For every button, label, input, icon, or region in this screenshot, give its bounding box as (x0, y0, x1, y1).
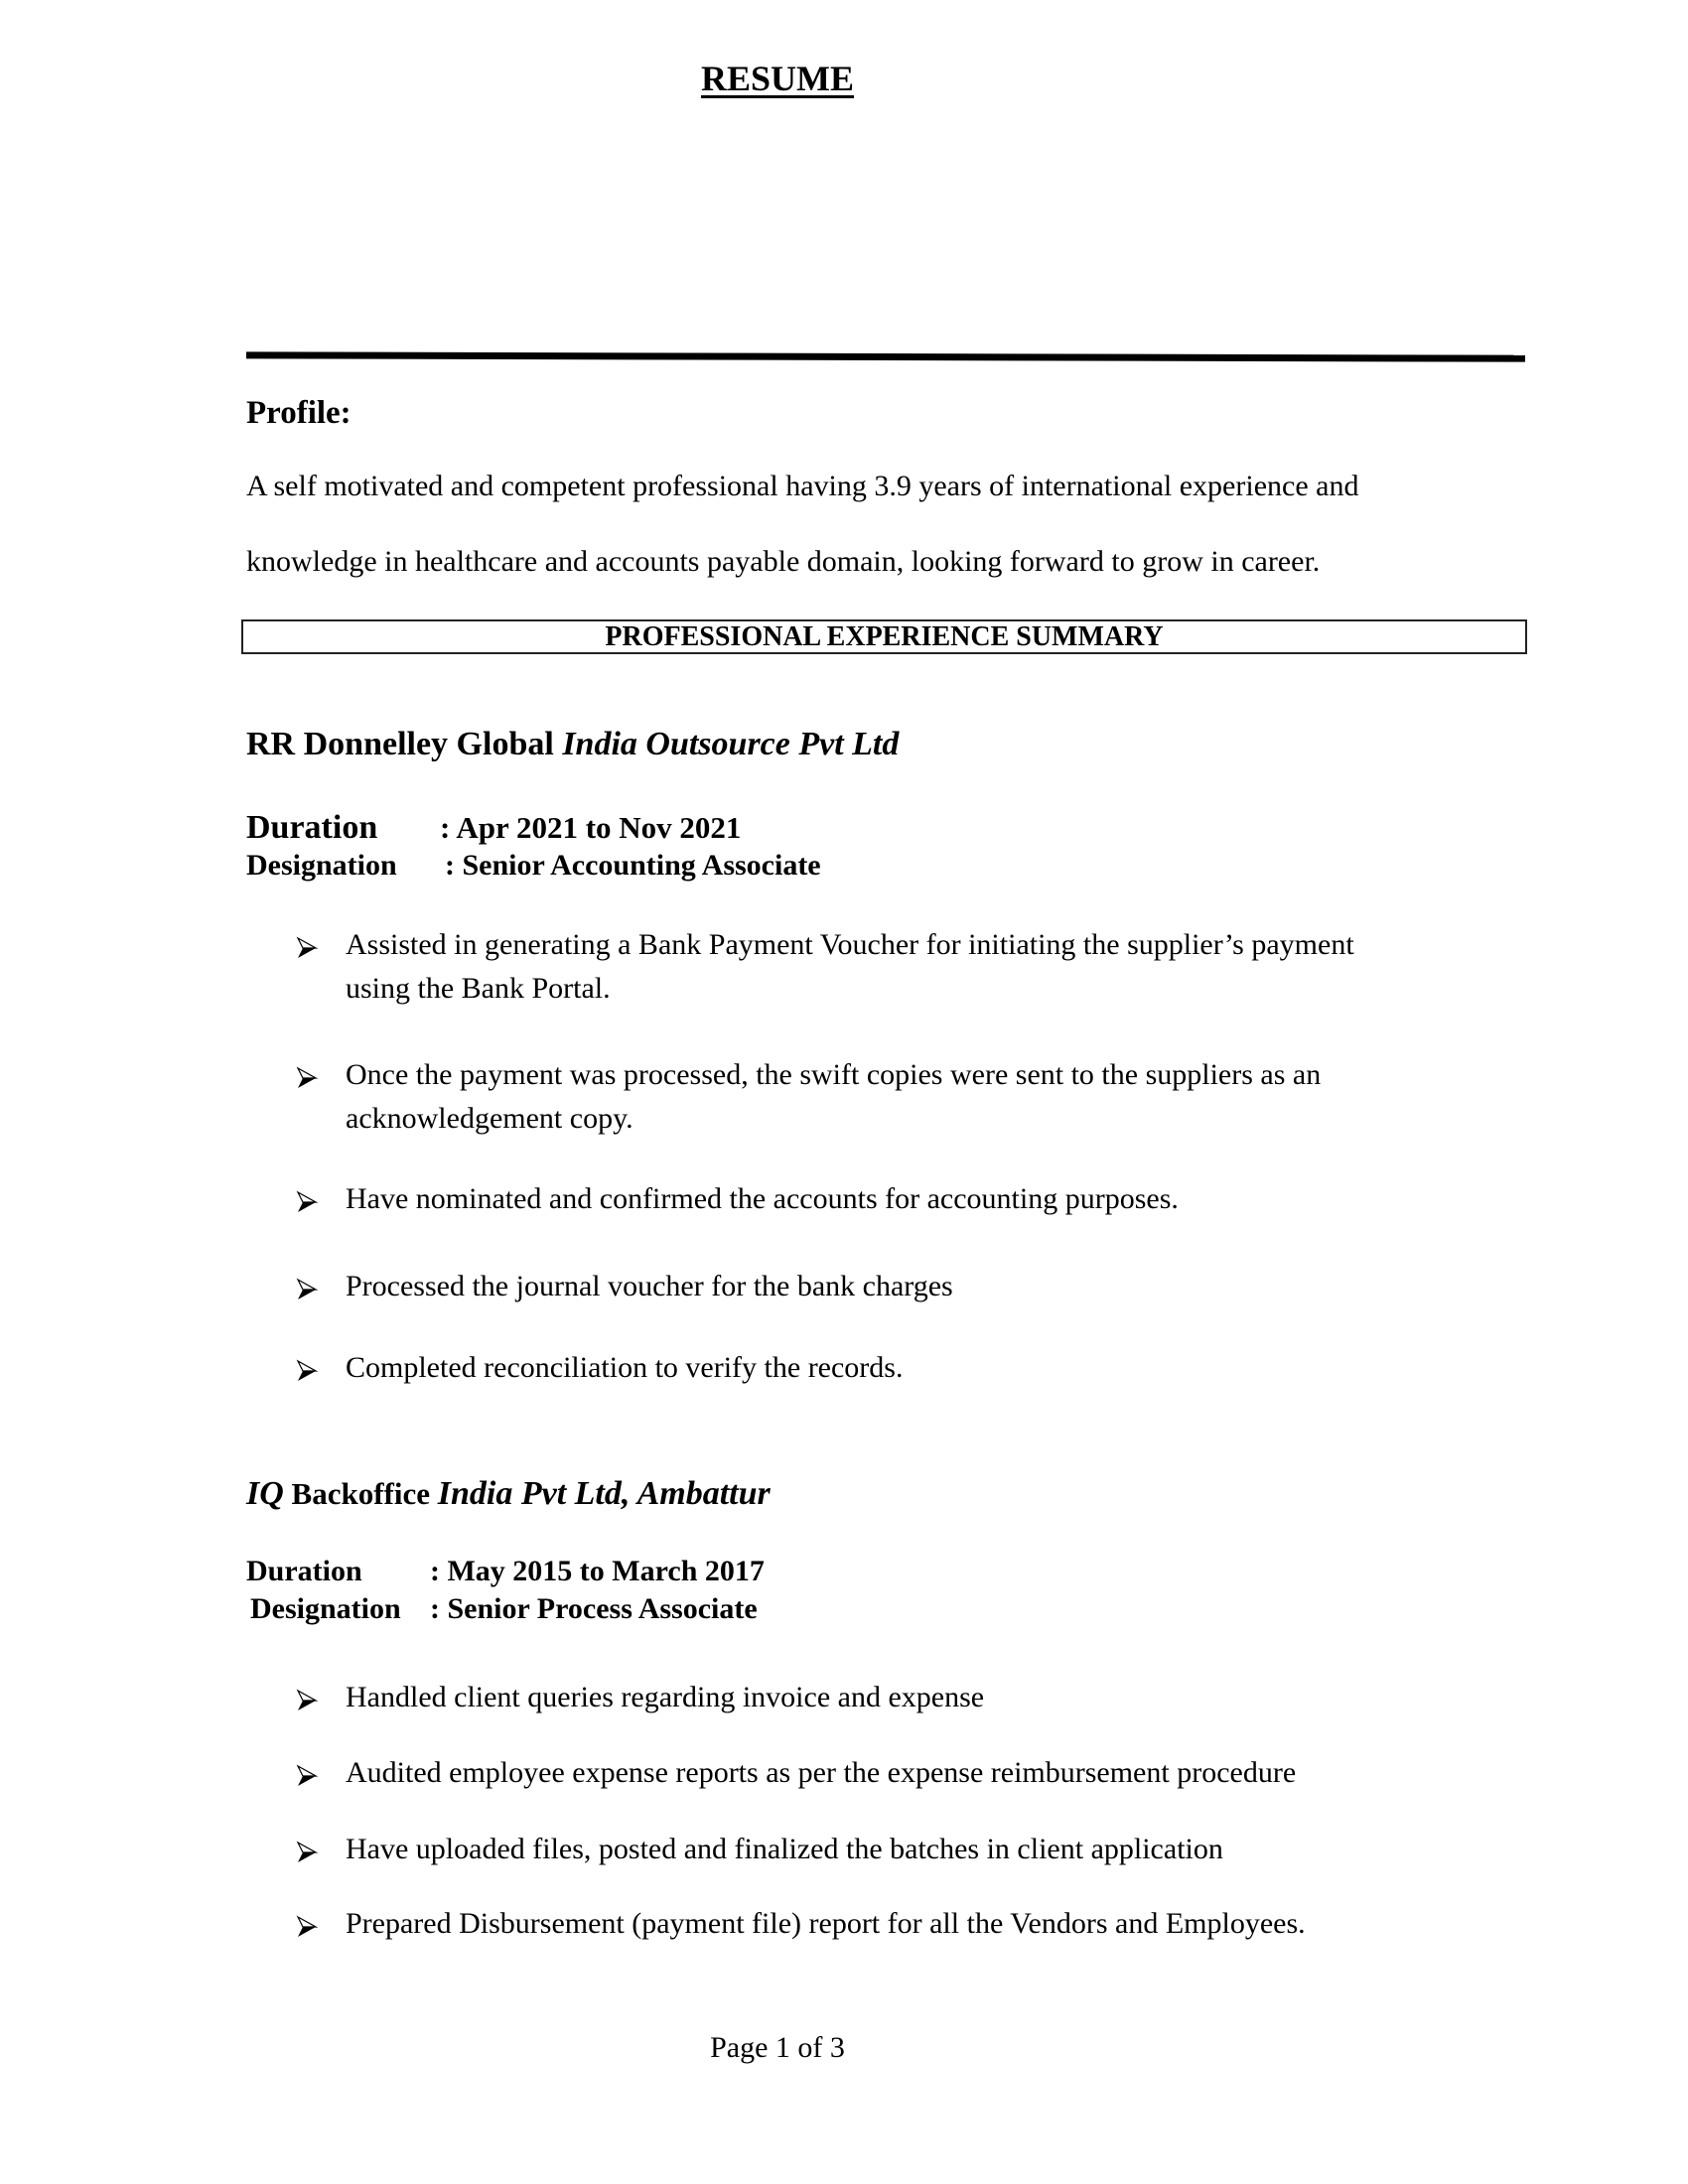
arrowhead-bullet-icon (296, 1276, 318, 1309)
arrowhead-bullet-icon (296, 1064, 318, 1098)
duration-row-2 (246, 1555, 765, 1588)
designation-row-1 (246, 849, 821, 883)
company-name-part: IQ (246, 1475, 284, 1512)
bullet-text: Audited employee expense reports as per the expense reimbursement procedure (346, 1756, 1297, 1789)
company-name-part: RR Donnelley Global (246, 726, 563, 762)
duration-row-1 (246, 809, 741, 847)
duration-label: Duration (246, 809, 378, 846)
bullet-text: Have uploaded files, posted and finalized the batches in client application (346, 1833, 1223, 1865)
bullet-text: using the Bank Portal. (346, 972, 611, 1005)
duration-value: : May 2015 to March 2017 (430, 1555, 765, 1587)
section-heading: PROFESSIONAL EXPERIENCE SUMMARY (605, 621, 1164, 652)
duration-value: : Apr 2021 to Nov 2021 (440, 810, 742, 845)
arrowhead-bullet-icon (296, 1762, 318, 1796)
arrowhead-bullet-icon (296, 1687, 318, 1720)
profile-text-line-1: A self motivated and competent professional having 3.9 years of international experience and (246, 470, 1359, 502)
arrowhead-bullet-icon (296, 1839, 318, 1872)
designation-value: : Senior Accounting Associate (445, 849, 821, 882)
profile-heading: Profile: (246, 395, 352, 431)
company-name-1 (246, 726, 899, 763)
arrowhead-bullet-icon (296, 1357, 318, 1391)
bullet-text: Assisted in generating a Bank Payment Voucher for initiating the supplier’s payment (346, 928, 1354, 961)
arrowhead-bullet-icon (296, 934, 318, 968)
designation-value: : Senior Process Associate (430, 1592, 758, 1625)
bullet-text: Completed reconciliation to verify the records. (346, 1351, 904, 1384)
designation-label: Designation (250, 1592, 401, 1625)
company-name-part: India Pvt Ltd, Ambattur (437, 1475, 771, 1512)
bullet-text: acknowledgement copy. (346, 1102, 633, 1135)
arrowhead-bullet-icon (296, 1913, 318, 1947)
document-title: RESUME (700, 59, 855, 98)
company-name-2 (246, 1475, 771, 1513)
header-divider (246, 351, 1525, 361)
bullet-text: Once the payment was processed, the swift copies were sent to the suppliers as an (346, 1058, 1322, 1091)
arrowhead-bullet-icon (296, 1188, 318, 1222)
duration-label: Duration (246, 1555, 362, 1587)
profile-text-line-2: knowledge in healthcare and accounts payable domain, looking forward to grow in career. (246, 545, 1321, 578)
bullet-text: Prepared Disbursement (payment file) report for all the Vendors and Employees. (346, 1907, 1306, 1940)
bullet-text: Processed the journal voucher for the bank charges (346, 1270, 953, 1302)
company-name-part: Backoffice (283, 1476, 438, 1511)
bullet-text: Handled client queries regarding invoice and expense (346, 1681, 985, 1713)
company-name-part: India Outsource Pvt Ltd (562, 726, 900, 762)
designation-row-2 (250, 1592, 758, 1626)
page-number: Page 1 of 3 (710, 2031, 845, 2064)
bullet-text: Have nominated and confirmed the accounts for accounting purposes. (346, 1182, 1179, 1215)
section-heading-box (241, 619, 1527, 654)
designation-label: Designation (246, 849, 397, 882)
